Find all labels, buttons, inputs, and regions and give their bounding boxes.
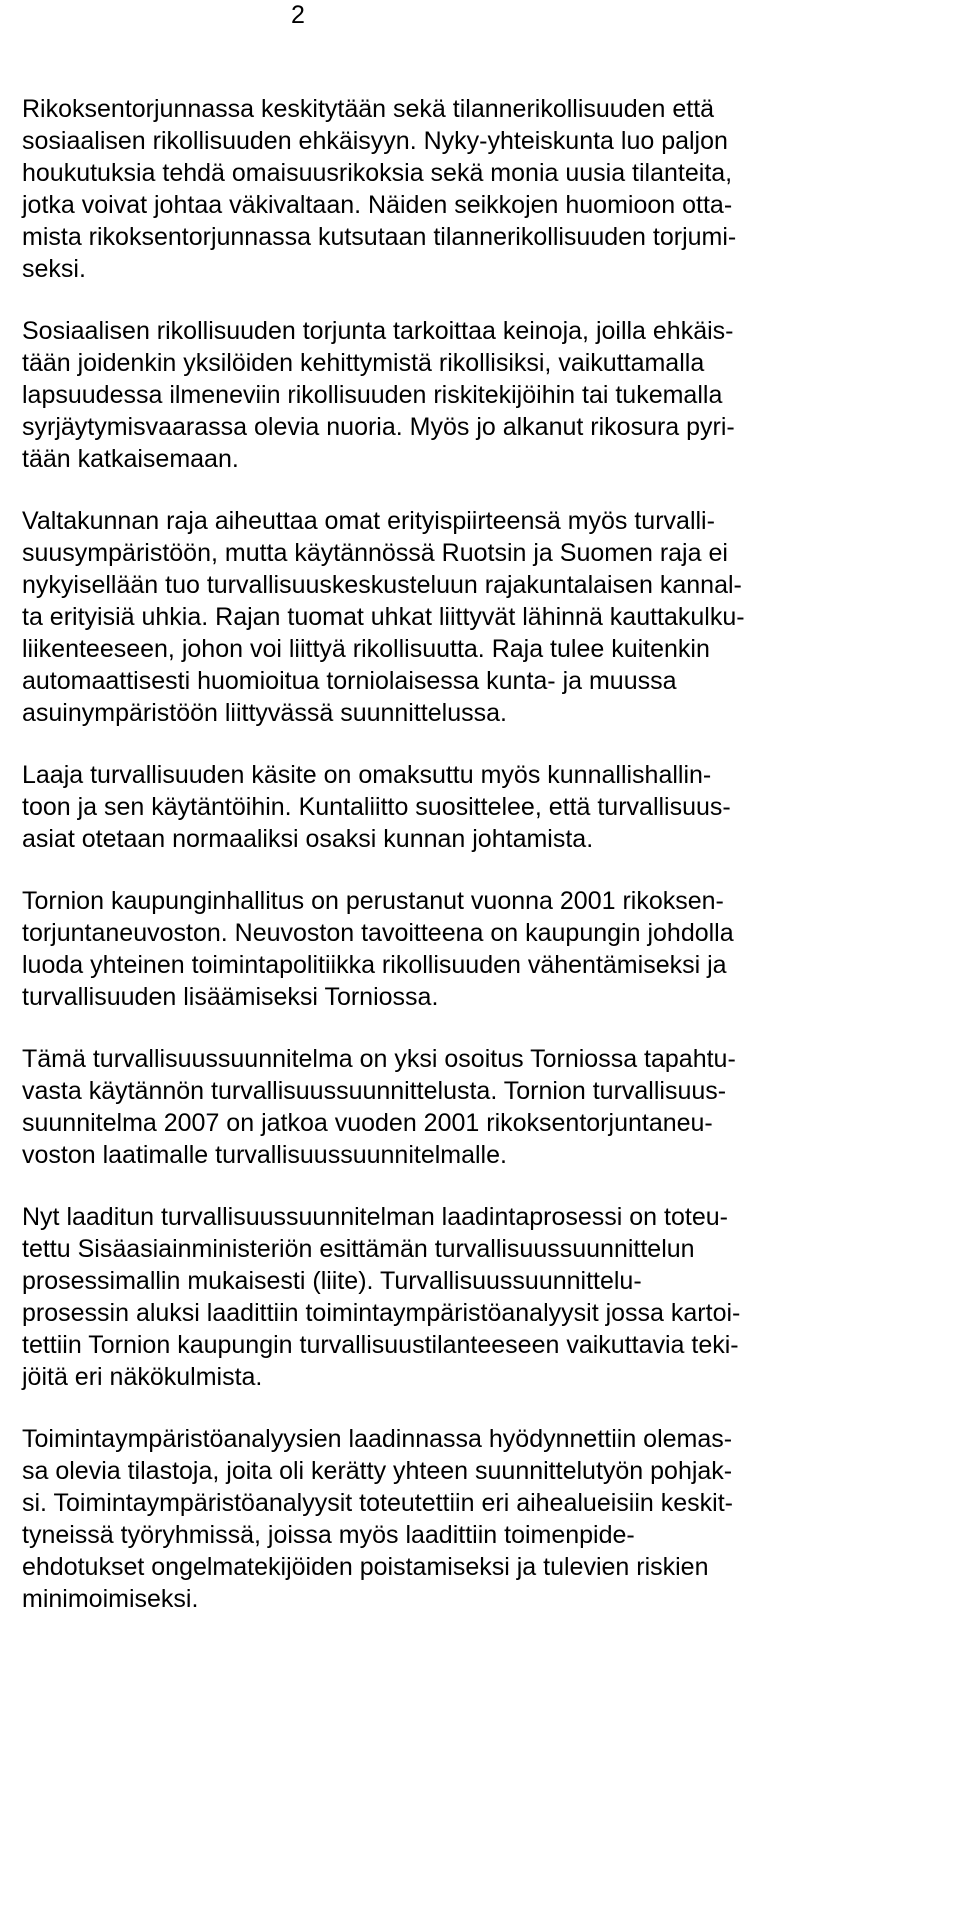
text-line: Nyt laaditun turvallisuussuunnitelman laadintaprosessi on toteu- bbox=[22, 1203, 728, 1231]
paragraph bbox=[22, 1201, 932, 1393]
text-line: si. Toimintaympäristöanalyysit toteutettiin eri aihealueisiin keskit- bbox=[22, 1489, 733, 1517]
text-line: sa olevia tilastoja, joita oli kerätty yhteen suunnittelutyön pohjak- bbox=[22, 1457, 733, 1485]
text-line: syrjäytymisvaarassa olevia nuoria. Myös jo alkanut rikosura pyri- bbox=[22, 413, 735, 441]
text-line: suusympäristöön, mutta käytännössä Ruotsin ja Suomen raja ei bbox=[22, 539, 728, 567]
text-line: asuinympäristöön liittyvässä suunnittelussa. bbox=[22, 699, 507, 727]
text-line: Sosiaalisen rikollisuuden torjunta tarkoittaa keinoja, joilla ehkäis- bbox=[22, 317, 734, 345]
text-line: Tämä turvallisuussuunnitelma on yksi osoitus Torniossa tapahtu- bbox=[22, 1045, 736, 1073]
text-line: tyneissä työryhmissä, joissa myös laadittiin toimenpide- bbox=[22, 1521, 635, 1549]
text-line: prosessimallin mukaisesti (liite). Turvallisuussuunnittelu- bbox=[22, 1267, 642, 1295]
paragraph bbox=[22, 759, 932, 855]
text-line: Rikoksentorjunnassa keskitytään sekä tilannerikollisuuden että bbox=[22, 95, 715, 123]
text-line: asiat otetaan normaaliksi osaksi kunnan johtamista. bbox=[22, 825, 594, 853]
text-line: tettu Sisäasiainministeriön esittämän turvallisuussuunnittelun bbox=[22, 1235, 695, 1263]
text-line: nykyisellään tuo turvallisuuskeskusteluun rajakuntalaisen kannal- bbox=[22, 571, 742, 599]
text-line: prosessin aluksi laadittiin toimintaympäristöanalyysit jossa kartoi- bbox=[22, 1299, 741, 1327]
text-line: tään katkaisemaan. bbox=[22, 445, 239, 473]
paragraph bbox=[22, 1423, 932, 1615]
text-line: seksi. bbox=[22, 255, 86, 283]
text-line: houkutuksia tehdä omaisuusrikoksia sekä monia uusia tilanteita, bbox=[22, 159, 733, 187]
text-line: liikenteeseen, johon voi liittyä rikollisuutta. Raja tulee kuitenkin bbox=[22, 635, 710, 663]
text-line: tettiin Tornion kaupungin turvallisuustilanteeseen vaikuttavia teki- bbox=[22, 1331, 739, 1359]
document-body bbox=[22, 93, 932, 1645]
text-line: luoda yhteinen toimintapolitiikka rikollisuuden vähentämiseksi ja bbox=[22, 951, 727, 979]
text-line: suunnitelma 2007 on jatkoa vuoden 2001 rikoksentorjuntaneu- bbox=[22, 1109, 713, 1137]
text-line: Toimintaympäristöanalyysien laadinnassa hyödynnettiin olemas- bbox=[22, 1425, 733, 1453]
text-line: minimoimiseksi. bbox=[22, 1585, 199, 1613]
text-line: ehdotukset ongelmatekijöiden poistamiseksi ja tulevien riskien bbox=[22, 1553, 709, 1581]
text-line: torjuntaneuvoston. Neuvoston tavoitteena on kaupungin johdolla bbox=[22, 919, 734, 947]
text-line: Laaja turvallisuuden käsite on omaksuttu myös kunnallishallin- bbox=[22, 761, 712, 789]
paragraph bbox=[22, 93, 932, 285]
text-line: toon ja sen käytäntöihin. Kuntaliitto suosittelee, että turvallisuus- bbox=[22, 793, 731, 821]
page-number: 2 bbox=[291, 1, 305, 29]
text-line: sosiaalisen rikollisuuden ehkäisyyn. Nyky-yhteiskunta luo paljon bbox=[22, 127, 728, 155]
text-line: Valtakunnan raja aiheuttaa omat erityispiirteensä myös turvalli- bbox=[22, 507, 715, 535]
text-line: Tornion kaupunginhallitus on perustanut vuonna 2001 rikoksen- bbox=[22, 887, 724, 915]
text-line: tään joidenkin yksilöiden kehittymistä rikollisiksi, vaikuttamalla bbox=[22, 349, 705, 377]
paragraph bbox=[22, 315, 932, 475]
text-line: automaattisesti huomioitua torniolaisessa kunta- ja muussa bbox=[22, 667, 677, 695]
text-line: voston laatimalle turvallisuussuunnitelmalle. bbox=[22, 1141, 507, 1169]
text-line: turvallisuuden lisäämiseksi Torniossa. bbox=[22, 983, 439, 1011]
text-line: mista rikoksentorjunnassa kutsutaan tilannerikollisuuden torjumi- bbox=[22, 223, 737, 251]
text-line: vasta käytännön turvallisuussuunnittelusta. Tornion turvallisuus- bbox=[22, 1077, 727, 1105]
paragraph bbox=[22, 885, 932, 1013]
text-line: jotka voivat johtaa väkivaltaan. Näiden seikkojen huomioon otta- bbox=[22, 191, 733, 219]
text-line: jöitä eri näkökulmista. bbox=[22, 1363, 263, 1391]
text-line: ta erityisiä uhkia. Rajan tuomat uhkat liittyvät lähinnä kauttakulku- bbox=[22, 603, 745, 631]
paragraph bbox=[22, 1043, 932, 1171]
paragraph bbox=[22, 505, 932, 729]
text-line: lapsuudessa ilmeneviin rikollisuuden riskitekijöihin tai tukemalla bbox=[22, 381, 723, 409]
